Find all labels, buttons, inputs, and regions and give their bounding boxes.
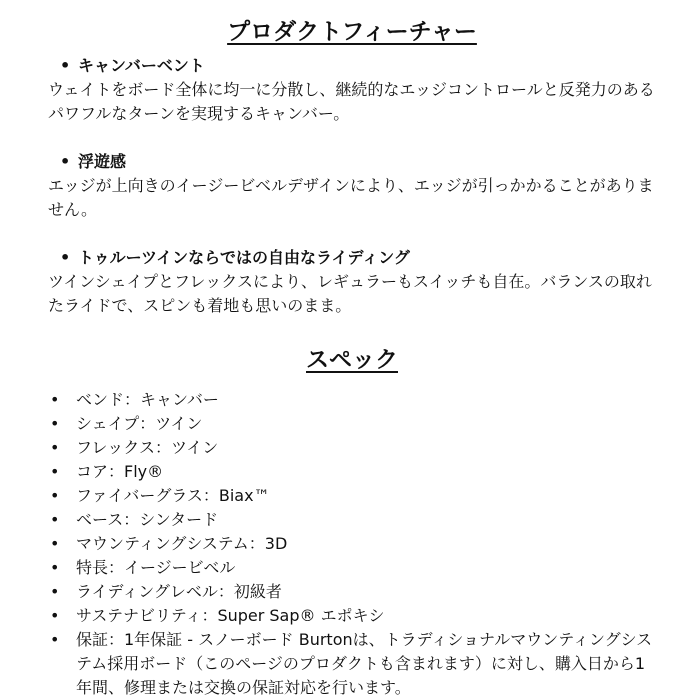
bullet-icon: • — [50, 606, 60, 625]
spec-text: マウンティングシステム：3D — [76, 534, 288, 553]
spec-item-fiberglass — [48, 484, 656, 508]
spec-item-bend — [48, 388, 656, 412]
spec-item-base — [48, 508, 656, 532]
spec-text: サステナビリティ：Super Sap® エポキシ — [76, 606, 385, 625]
specs-list — [48, 388, 656, 700]
bullet-icon: • — [50, 414, 60, 433]
feature-heading — [48, 150, 656, 174]
spec-item-flex — [48, 436, 656, 460]
bullet-icon: • — [50, 510, 60, 529]
spec-item-warranty — [48, 628, 656, 700]
spec-item-features — [48, 556, 656, 580]
spec-text: ライディングレベル：初級者 — [76, 582, 282, 601]
spec-text: ベンド：キャンバー — [76, 390, 219, 409]
spec-text: 特長：イージービベル — [76, 558, 236, 577]
bullet-icon: • — [60, 152, 71, 171]
features-list — [48, 54, 656, 318]
feature-description: ウェイトをボード全体に均一に分散し、継続的なエッジコントロールと反発力のあるパワフルなターンを実現するキャンバー。 — [48, 80, 655, 123]
feature-description: ツインシェイプとフレックスにより、レギュラーもスイッチも自在。バランスの取れたライドで、スピンも着地も思いのまま。 — [48, 272, 652, 315]
feature-description: エッジが上向きのイージービベルデザインにより、エッジが引っかかることがありません。 — [48, 176, 654, 219]
spec-text: フレックス：ツイン — [76, 438, 219, 457]
spec-item-shape — [48, 412, 656, 436]
bullet-icon: • — [60, 56, 71, 75]
spec-item-core — [48, 460, 656, 484]
bullet-icon: • — [50, 558, 60, 577]
spec-item-mounting — [48, 532, 656, 556]
features-title: プロダクトフィーチャー — [227, 19, 477, 45]
bullet-icon: • — [50, 390, 60, 409]
bullet-icon: • — [50, 534, 60, 553]
feature-item — [48, 246, 656, 318]
spec-text: コア：Fly® — [76, 462, 164, 481]
feature-heading — [48, 246, 656, 270]
spec-text: シェイプ：ツイン — [76, 414, 203, 433]
bullet-icon: • — [50, 582, 60, 601]
spec-item-sustainability — [48, 604, 656, 628]
feature-heading-text: 浮遊感 — [78, 152, 127, 171]
feature-heading — [48, 54, 656, 78]
feature-item — [48, 150, 656, 222]
bullet-icon: • — [50, 438, 60, 457]
spec-text: ベース：シンタード — [76, 510, 219, 529]
specs-title: スペック — [306, 347, 398, 373]
feature-heading-text: キャンバーベント — [78, 56, 205, 75]
spec-item-level — [48, 580, 656, 604]
bullet-icon: • — [50, 462, 60, 481]
feature-item — [48, 54, 656, 126]
feature-heading-text: トゥルーツインならではの自由なライディング — [78, 248, 410, 267]
bullet-icon: • — [50, 486, 60, 505]
bullet-icon: • — [50, 630, 60, 649]
spec-text: 保証：1年保証 - スノーボード Burtonは、トラディショナルマウンティングシステム採用ボード（このページのプロダクトも含まれます）に対し、購入日から1年間、修理または交換の保証対応を行います。 — [76, 630, 653, 697]
bullet-icon: • — [60, 248, 71, 267]
spec-text: ファイバーグラス：Biax™ — [76, 486, 270, 505]
